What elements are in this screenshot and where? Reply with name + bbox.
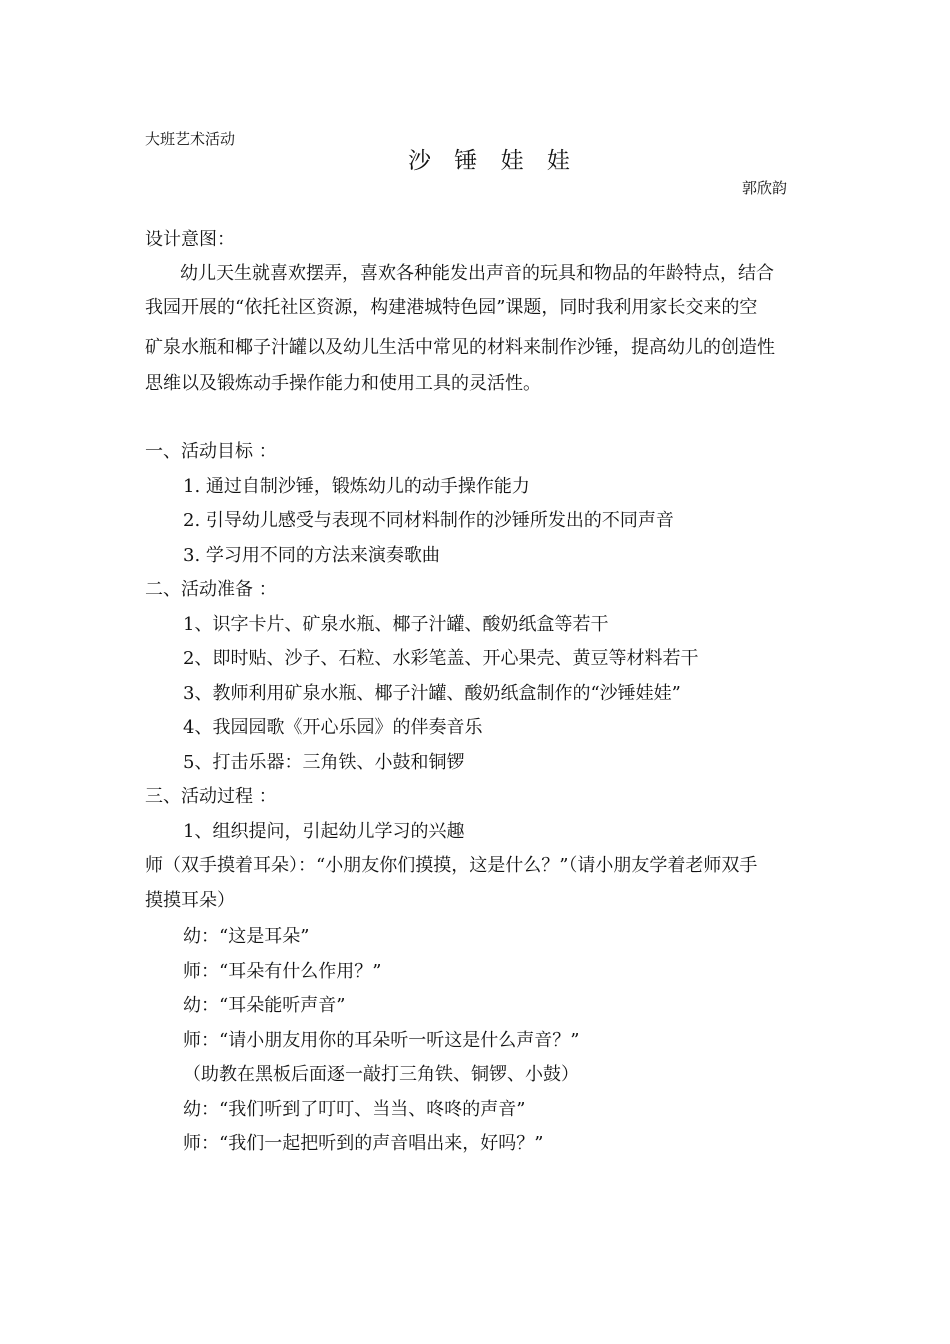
paragraph-line: 矿泉水瓶和椰子汁罐以及幼儿生活中常见的材料来制作沙锤，提高幼儿的创造性 <box>145 337 775 358</box>
design-intent-heading: 设计意图： <box>145 229 235 250</box>
stage-direction: （助教在黑板后面逐一敲打三角铁、铜锣、小鼓） <box>183 1064 579 1085</box>
dialogue-line: 幼：“我们听到了叮叮、当当、咚咚的声音” <box>183 1099 526 1120</box>
author-name: 郭欣韵 <box>742 179 788 197</box>
dialogue-line: 幼：“耳朵能听声音” <box>183 995 346 1016</box>
list-item: 1. 通过自制沙锤，锻炼幼儿的动手操作能力 <box>183 476 530 497</box>
dialogue-line: 师：“请小朋友用你的耳朵听一听这是什么声音？” <box>183 1030 580 1051</box>
goals-heading: 一、活动目标 ： <box>145 441 277 462</box>
list-item: 3. 学习用不同的方法来演奏歌曲 <box>183 545 440 566</box>
teacher-line-continued: 摸摸耳朵） <box>145 890 235 911</box>
paragraph-line: 幼儿天生就喜欢摆弄，喜欢各种能发出声音的玩具和物品的年龄特点，结合 <box>180 263 774 284</box>
list-item: 4、我园园歌《开心乐园》的伴奏音乐 <box>183 717 483 738</box>
list-item: 2、即时贴、沙子、石粒、水彩笔盖、开心果壳、黄豆等材料若干 <box>183 648 699 669</box>
process-step: 1、组织提问，引起幼儿学习的兴趣 <box>183 821 465 842</box>
document-title: 沙 锤 娃 娃 <box>408 148 578 174</box>
dialogue-line: 幼：“这是耳朵” <box>183 926 310 947</box>
list-item: 5、打击乐器：三角铁、小鼓和铜锣 <box>183 752 465 773</box>
teacher-line: 师（双手摸着耳朵）：“小朋友你们摸摸，这是什么？”（请小朋友学着老师双手 <box>145 855 758 876</box>
list-item: 2. 引导幼儿感受与表现不同材料制作的沙锤所发出的不同声音 <box>183 510 674 531</box>
dialogue-line: 师：“耳朵有什么作用？” <box>183 961 382 982</box>
process-heading: 三、活动过程 ： <box>145 786 277 807</box>
paragraph-line: 我园开展的“依托社区资源，构建港城特色园”课题，同时我利用家长交来的空 <box>145 297 758 318</box>
preparation-heading: 二、活动准备 ： <box>145 579 277 600</box>
paragraph-line: 思维以及锻炼动手操作能力和使用工具的灵活性。 <box>145 373 541 394</box>
list-item: 3、教师利用矿泉水瓶、椰子汁罐、酸奶纸盒制作的“沙锤娃娃” <box>183 683 681 704</box>
list-item: 1、识字卡片、矿泉水瓶、椰子汁罐、酸奶纸盒等若干 <box>183 614 609 635</box>
dialogue-line: 师：“我们一起把听到的声音唱出来，好吗？” <box>183 1133 544 1154</box>
category-label: 大班艺术活动 <box>145 130 236 148</box>
